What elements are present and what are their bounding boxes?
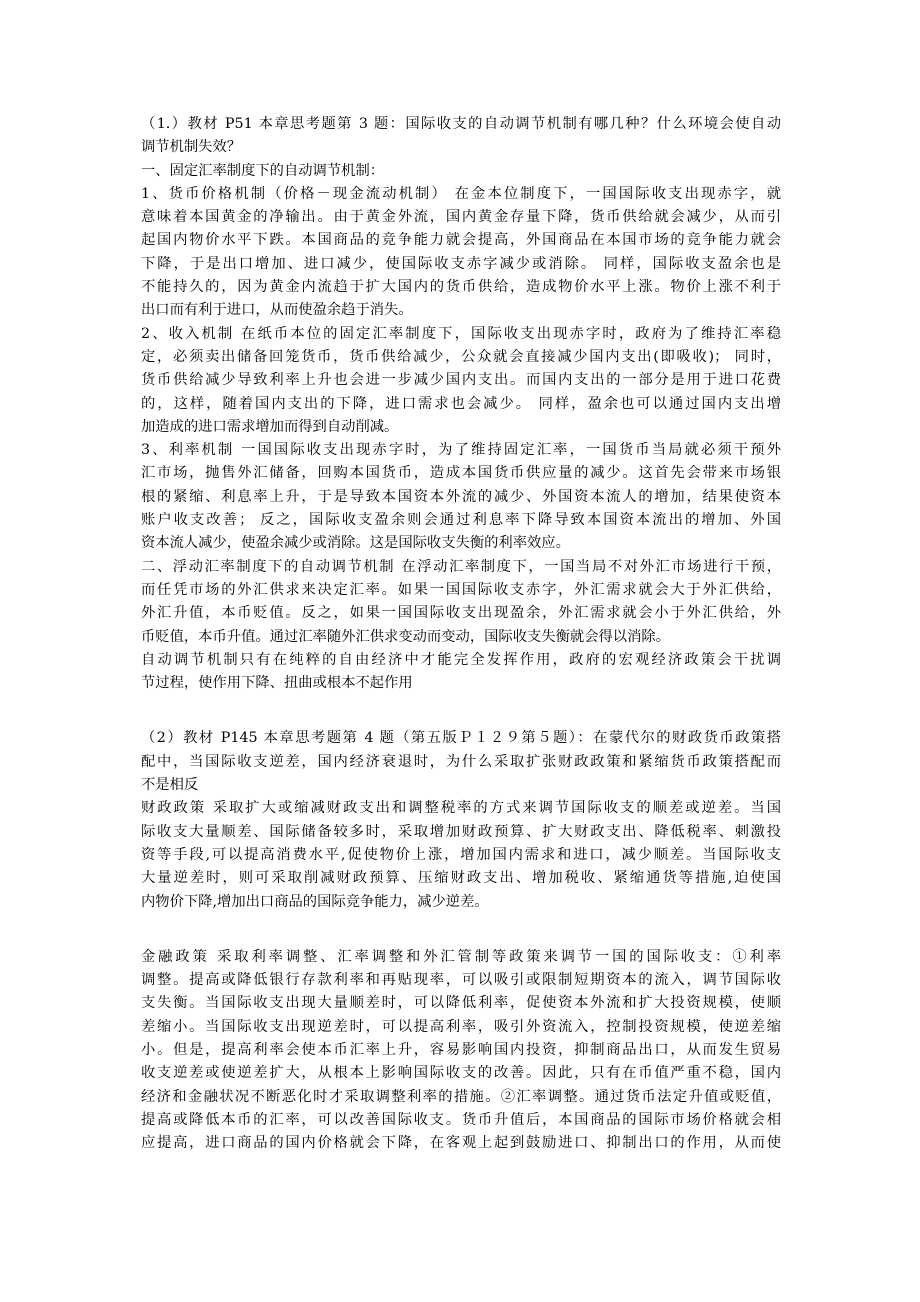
- answer-1-line: 定，必须卖出储备回笼货币，货币供给减少，公众就会直接减少国内支出(即吸收)； 同时，: [141, 348, 781, 365]
- answer-1-line: 出口而有利于进口，从而使盈余趋于消失。: [141, 302, 413, 319]
- monetary-policy-line: 小。但是，提高利率会使本币汇率上升，容易影响国内投资，抑制商品出口，从而发生贸易: [141, 1041, 781, 1058]
- answer-1-line: 根的紧缩、利息率上升，于是导致本国资本外流的减少、外国资本流人的增加，结果使资本: [141, 488, 781, 505]
- monetary-policy-line: 支失衡。当国际收支出现大量顺差时，可以降低利率，促使资本外流和扩大投资规模，使顺: [141, 995, 781, 1012]
- section-gap: [141, 695, 781, 727]
- fiscal-policy-line: 大量逆差时，则可采取削减财政预算、压缩财政支出、增加税收、紧缩通货等措施,迫使国: [141, 870, 781, 887]
- monetary-policy-line: 应提高，进口商品的国内价格就会下降，在客观上起到鼓励进口、抑制出口的作用，从而使: [141, 1135, 781, 1152]
- question-2-line: 配中，当国际收支逆差，国内经济衰退时，为什么采取扩张财政政策和紧缩货币政策搭配而: [141, 753, 781, 770]
- answer-1-line: 外汇升值，本币贬值。反之，如果一国国际收支出现盈余，外汇需求就会小于外汇供给，外: [141, 605, 781, 622]
- answer-1-line: 3、利率机制 一国国际收支出现赤字时，为了维持固定汇率，一国货币当局就必须干预外: [141, 442, 781, 459]
- monetary-policy-line: 调整。提高或降低银行存款利率和再贴现率，可以吸引或限制短期资本的流入，调节国际收: [141, 972, 781, 989]
- fiscal-policy-paragraph: [141, 797, 781, 913]
- answer-1-line: 币贬值，本币升值。通过汇率随外汇供求变动而变动，国际收支失衡就会得以消除。: [141, 628, 670, 645]
- answer-1-line: 起国内物价水平下跌。本国商品的竞争能力就会提高，外国商品在本国市场的竞争能力就会: [141, 232, 781, 249]
- question-1-line: （1.）教材 P51 本章思考题第 3 题：国际收支的自动调节机制有哪几种？什么环境会使自动: [141, 116, 781, 132]
- monetary-policy-line: 收支逆差或使逆差扩大，从根本上影响国际收支的改善。因此，只有在币值严重不稳，国内: [141, 1065, 781, 1082]
- answer-1: [141, 160, 781, 696]
- answer-1-line: 1、货币价格机制（价格－现金流动机制） 在金本位制度下，一国国际收支出现赤字，就: [141, 185, 781, 202]
- answer-1-heading-floating: 二、浮动汇率制度下的自动调节机制 在浮动汇率制度下，一国当局不对外汇市场进行干预，: [141, 558, 781, 575]
- monetary-policy-line: 经济和金融状况不断恶化时才采取调整利率的措施。②汇率调整。通过货币法定升值或贬值，: [141, 1088, 781, 1105]
- question-1: [141, 113, 781, 160]
- monetary-policy-paragraph: [141, 946, 781, 1156]
- answer-1-heading-fixed: 一、固定汇率制度下的自动调节机制：: [141, 162, 385, 179]
- answer-1-line: 汇市场，抛售外汇储备，回购本国货币，造成本国货币供应量的减少。这首先会带来市场银: [141, 465, 781, 482]
- question-2-line: （2）教材 P145 本章思考题第 4 题（第五版Ｐ１２９第５题）：在蒙代尔的财政货币政策搭: [141, 730, 781, 747]
- fiscal-policy-line: 资等手段,可以提高消费水平,促使物价上涨，增加国内需求和进口，减少顺差。当国际收支: [141, 846, 781, 863]
- question-2: [141, 727, 781, 797]
- monetary-policy-line: 差缩小。当国际收支出现逆差时，可以提高利率，吸引外资流入，控制投资规模，使逆差缩: [141, 1018, 781, 1035]
- paragraph-gap: [141, 914, 781, 946]
- answer-1-line: 账户收支改善； 反之，国际收支盈余则会通过利息率下降导致本国资本流出的增加、外国: [141, 512, 781, 529]
- answer-1-line: 节过程，使作用下降、扭曲或根本不起作用: [141, 675, 413, 692]
- fiscal-policy-line: 际收支大量顺差、国际储备较多时，采取增加财政预算、扩大财政支出、降低税率、刺激投: [141, 823, 781, 840]
- answer-1-line: 不能持久的，因为黄金内流趋于扩大国内的货币供给，造成物价水平上涨。物价上涨不利于: [141, 279, 781, 296]
- answer-1-line: 下降，于是出口增加、进口减少，使国际收支赤字减少或消除。 同样，国际收支盈余也是: [141, 255, 781, 272]
- answer-1-line: 货币供给减少导致利率上升也会进一步减少国内支出。而国内支出的一部分是用于进口花费: [141, 372, 781, 389]
- answer-1-line: 意味着本国黄金的净输出。由于黄金外流，国内黄金存量下降，货币供给就会减少，从而引: [141, 209, 781, 226]
- fiscal-policy-line: 内物价下降,增加出口商品的国际竞争能力，减少逆差。: [141, 893, 489, 910]
- question-1-line: 调节机制失效？: [141, 139, 242, 156]
- question-2-line: 不是相反: [141, 777, 199, 794]
- answer-1-line: 的，这样，随着国内支出的下降，进口需求也会减少。 同样，盈余也可以通过国内支出增: [141, 395, 781, 412]
- document-page: [141, 113, 781, 1155]
- answer-1-line: 资本流人减少，使盈余减少或消除。这是国际收支失衡的利率效应。: [141, 535, 570, 552]
- answer-1-line: 加造成的进口需求增加而得到自动削减。: [141, 418, 399, 435]
- fiscal-policy-line: 财政政策 采取扩大或缩减财政支出和调整税率的方式来调节国际收支的顺差或逆差。当国: [141, 800, 781, 817]
- answer-1-line: 2、收入机制 在纸币本位的固定汇率制度下，国际收支出现赤字时，政府为了维持汇率稳: [141, 325, 781, 342]
- monetary-policy-line: 金融政策 采取利率调整、汇率调整和外汇管制等政策来调节一国的国际收支：①利率: [141, 948, 781, 965]
- answer-1-line: 而任凭市场的外汇供求来决定汇率。如果一国国际收支赤字，外汇需求就会大于外汇供给，: [141, 581, 781, 598]
- monetary-policy-line: 提高或降低本币的汇率，可以改善国际收支。货币升值后，本国商品的国际市场价格就会相: [141, 1111, 781, 1128]
- answer-1-line: 自动调节机制只有在纯粹的自由经济中才能完全发挥作用，政府的宏观经济政策会干扰调: [141, 651, 781, 668]
